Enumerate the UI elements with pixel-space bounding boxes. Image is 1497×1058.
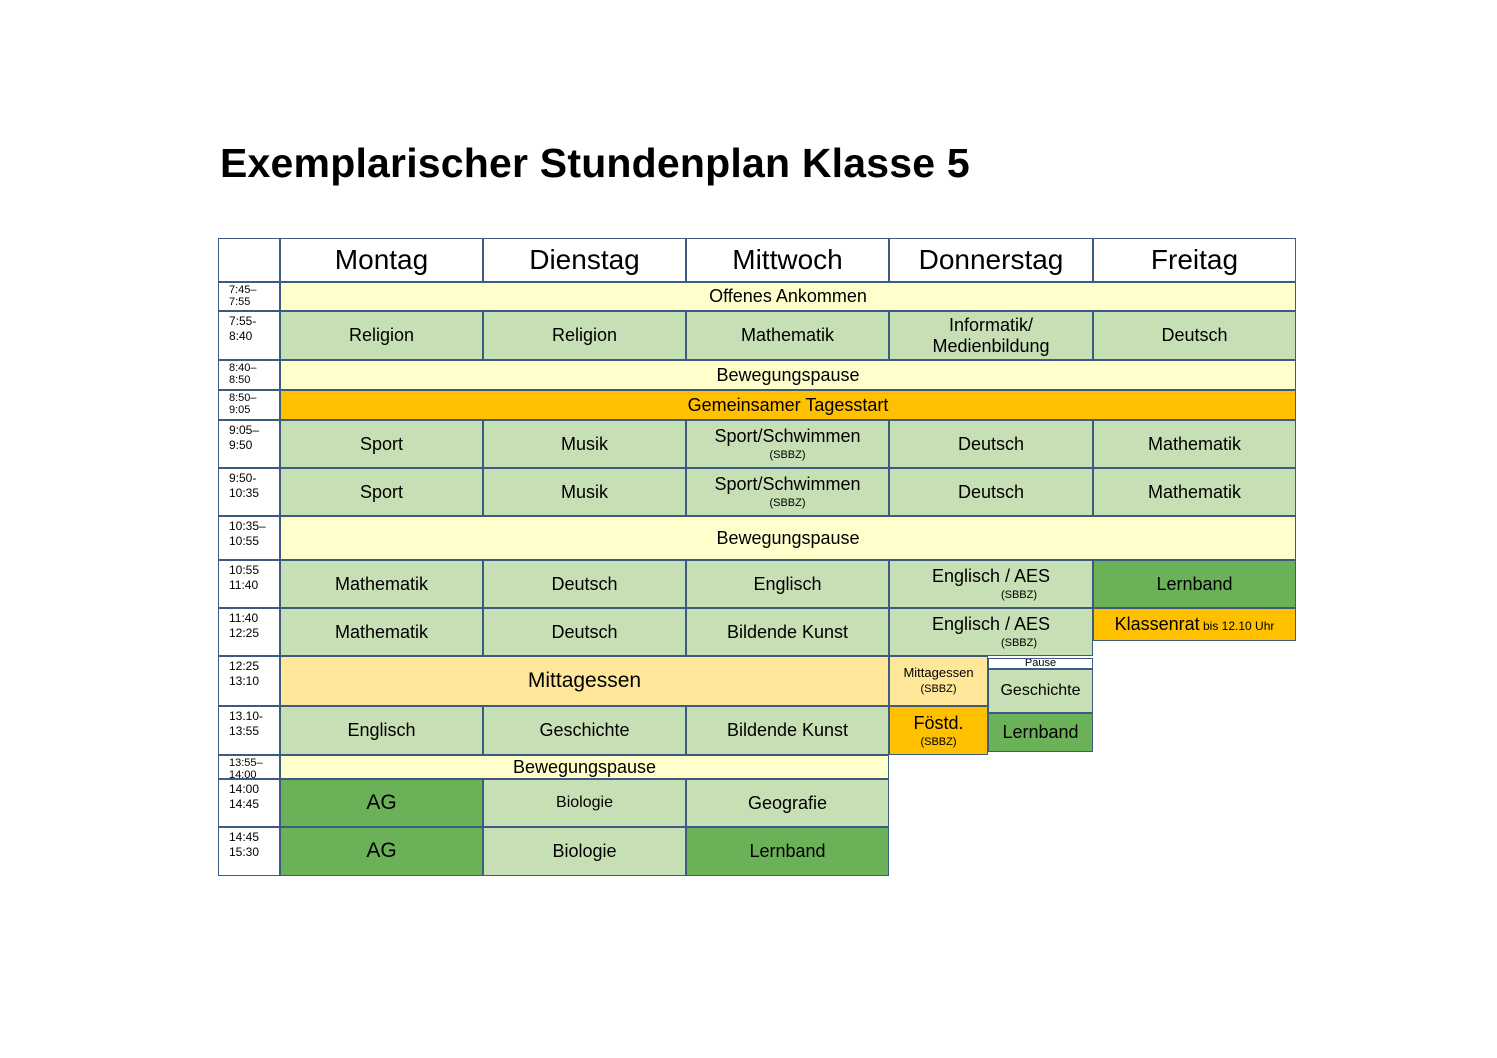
cell-label: Bewegungspause [716,527,860,548]
lesson-mathematik [280,608,483,656]
cell-label: Biologie [552,841,617,862]
day-header-label: Mittwoch [732,243,843,275]
lesson-sport-schwimmen [686,420,889,468]
cell-label-row [1115,614,1275,635]
cell-note: bis 12.10 Uhr [1199,619,1275,634]
day-header-label: Dienstag [529,243,640,275]
time-start: 7:45– [229,284,257,296]
header-corner [218,238,280,282]
day-header-mittwoch [686,238,889,282]
cell-label: Religion [348,325,415,346]
cell-label: Mittagessen [903,665,974,681]
day-header-montag [280,238,483,282]
time-start: 13:55– [229,757,263,769]
time-end: 14:45 [229,797,260,811]
lesson-englisch-aes [889,608,1093,656]
lesson-lernband [988,713,1093,752]
cell-label: Englisch / AES [931,614,1051,635]
cell-label: Deutsch [551,621,618,642]
lesson-sport [280,468,483,516]
lesson-geografie [686,779,889,827]
cell-label: Englisch / AES [931,566,1051,587]
time-start: 10:55 [229,563,260,577]
lesson-deutsch [1093,311,1296,360]
lesson-religion [280,311,483,360]
day-header-label: Freitag [1150,243,1239,275]
time-end: 10:55 [229,534,260,548]
cell-label: Sport [359,481,404,502]
time-slot [218,755,280,779]
cell-label: Föstd. [913,712,964,733]
time-slot [218,516,280,560]
time-end: 10:35 [229,486,260,500]
cell-label: Lernband [749,841,826,862]
cell-label: Mathematik [1147,433,1242,454]
cell-label: Klassenrat [1114,614,1200,635]
bewegungspause [280,516,1296,560]
time-slot [218,390,280,420]
cell-label: Gemeinsamer Tagesstart [687,394,889,415]
time-slot [218,282,280,311]
cell-label: Musik [560,433,608,454]
day-header-label: Montag [334,243,429,275]
day-header-donnerstag [889,238,1093,282]
time-slot [218,706,280,755]
lesson-englisch-aes [889,560,1093,608]
lesson-biologie [483,779,686,827]
cell-label: Mathematik [334,573,429,594]
time-start: 10:35– [229,519,266,533]
lesson-lernband [1093,560,1296,608]
time-slot [218,420,280,468]
lesson-sport [280,420,483,468]
time-start: 7:55- [229,314,257,328]
lesson-deutsch [483,608,686,656]
cell-note: (SBBZ) [769,449,806,462]
time-start: 14:45 [229,830,260,844]
time-start: 8:50– [229,392,257,404]
time-slot [218,468,280,516]
lesson-mathematik [280,560,483,608]
lesson-biologie [483,827,686,876]
lesson-religion [483,311,686,360]
cell-label: Offenes Ankommen [709,286,867,307]
lesson-deutsch [483,560,686,608]
cell-label: Bildende Kunst [726,621,849,642]
time-end: 13:55 [229,724,260,738]
cell-note: (SBBZ) [1000,637,1037,650]
lesson-bildende-kunst [686,608,889,656]
cell-label: Lernband [1156,573,1233,594]
cell-label: AG [366,839,397,863]
time-slot [218,360,280,390]
cell-label: Mathematik [740,325,835,346]
lesson-deutsch [889,468,1093,516]
time-end: 9:05 [229,404,251,416]
cell-label: Bewegungspause [716,364,860,385]
time-end: 7:55 [229,296,251,308]
cell-label: AG [366,790,397,814]
time-start: 13.10- [229,709,264,723]
time-start: 8:40– [229,362,257,374]
day-header-label: Donnerstag [918,243,1064,275]
time-end: 14:00 [229,769,257,779]
lesson-geschichte [988,669,1093,713]
cell-label: Deutsch [957,433,1025,454]
klassenrat [1093,608,1296,641]
cell-label: Sport/Schwimmen [714,474,861,495]
bewegungspause [280,360,1296,390]
page-title: Exemplarischer Stundenplan Klasse 5 [220,140,970,186]
cell-label: Mathematik [334,621,429,642]
time-slot [218,608,280,656]
time-slot [218,827,280,876]
lesson-englisch [280,706,483,755]
mittagessen [280,656,889,706]
cell-label: Geografie [747,792,828,813]
time-slot [218,311,280,360]
lesson-mathematik [686,311,889,360]
time-end: 11:40 [229,578,259,592]
lesson-musik [483,468,686,516]
offenes-ankommen [280,282,1296,311]
time-start: 9:05– [229,423,260,437]
time-slot [218,560,280,608]
lesson-musik [483,420,686,468]
mittagessen-sbbz [889,656,988,706]
cell-label: Geschichte [1000,681,1081,699]
cell-note: (SBBZ) [1000,589,1037,602]
cell-note: (SBBZ) [769,497,806,510]
cell-label: Englisch [753,573,822,594]
cell-label: Medienbildung [932,335,1050,356]
cell-label: Mittagessen [527,668,642,692]
cell-label: Bildende Kunst [726,720,849,741]
lesson-sport-schwimmen [686,468,889,516]
cell-label: Mathematik [1147,481,1242,502]
cell-label: Deutsch [551,573,618,594]
cell-label: Musik [560,481,608,502]
cell-label: Geschichte [539,720,630,741]
time-end: 15:30 [229,845,260,859]
lesson-englisch [686,560,889,608]
cell-label: Bewegungspause [512,756,657,777]
cell-label: Deutsch [1161,325,1228,346]
time-end: 9:50 [229,438,253,452]
lesson-ag [280,827,483,876]
cell-label: Biologie [556,793,613,811]
cell-label: Lernband [1002,722,1079,743]
cell-note: (SBBZ) [920,683,957,696]
gemeinsamer-tagesstart [280,390,1296,420]
day-header-dienstag [483,238,686,282]
time-end: 13:10 [229,674,260,688]
lesson-informatik [889,311,1093,360]
cell-label: Religion [551,325,618,346]
time-start: 9:50- [229,471,257,485]
bewegungspause [280,755,889,779]
time-slot [218,779,280,827]
pause [988,658,1093,669]
lesson-mathematik [1093,420,1296,468]
cell-note: (SBBZ) [920,735,957,748]
time-slot [218,656,280,706]
time-start: 12:25 [229,659,260,673]
time-end: 8:50 [229,374,251,386]
lesson-ag [280,779,483,827]
foerderstunde [889,706,988,755]
cell-label: Englisch [347,720,416,741]
cell-label: Pause [1024,658,1057,669]
time-start: 11:40 [229,611,259,625]
cell-label: Sport/Schwimmen [714,426,861,447]
time-end: 8:40 [229,329,253,343]
lesson-bildende-kunst [686,706,889,755]
day-header-freitag [1093,238,1296,282]
cell-label: Informatik/ [948,314,1034,335]
cell-label: Sport [359,433,404,454]
time-start: 14:00 [229,782,260,796]
cell-label: Deutsch [957,481,1025,502]
time-end: 12:25 [229,626,260,640]
lesson-lernband [686,827,889,876]
lesson-deutsch [889,420,1093,468]
lesson-mathematik [1093,468,1296,516]
lesson-geschichte [483,706,686,755]
